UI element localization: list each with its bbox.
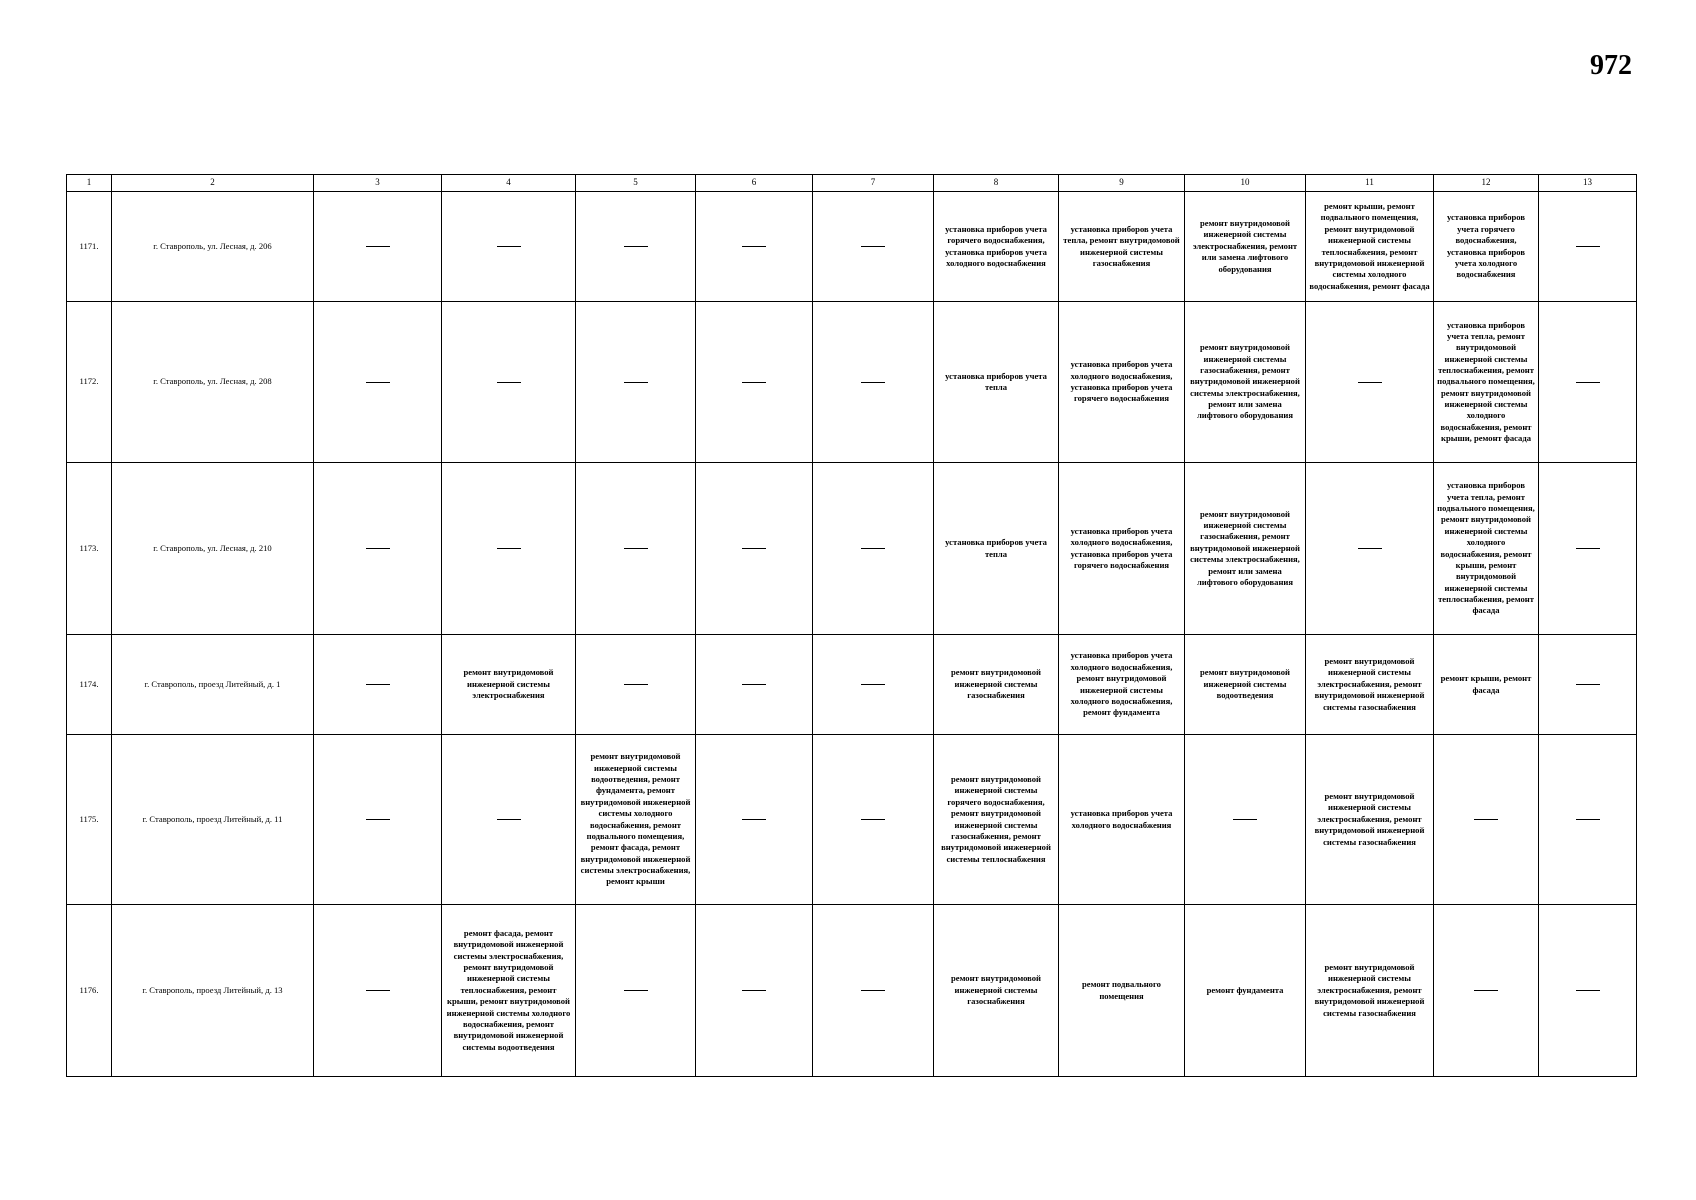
- work-cell: [314, 905, 442, 1077]
- column-number: 7: [813, 175, 934, 192]
- work-cell: ремонт внутридомовой инженерной системы электроснабжения, ремонт внутридомовой инженерной системы газоснабжения: [1306, 735, 1434, 905]
- work-cell: [442, 463, 576, 635]
- empty-dash: [624, 684, 648, 685]
- empty-dash: [366, 382, 390, 383]
- work-cell: ремонт внутридомовой инженерной системы электроснабжения, ремонт внутридомовой инженерной системы газоснабжения: [1306, 905, 1434, 1077]
- empty-dash: [742, 990, 766, 991]
- work-cell: [576, 192, 696, 302]
- empty-dash: [1576, 246, 1600, 247]
- empty-dash: [1576, 382, 1600, 383]
- row-number: 1175.: [67, 735, 112, 905]
- work-cell: установка приборов учета холодного водоснабжения, ремонт внутридомовой инженерной системы холодного водоснабжения, ремонт фундамента: [1059, 635, 1185, 735]
- empty-dash: [497, 819, 521, 820]
- work-cell: установка приборов учета тепла: [934, 302, 1059, 463]
- row-number: 1173.: [67, 463, 112, 635]
- empty-dash: [624, 382, 648, 383]
- work-cell: установка приборов учета холодного водоснабжения: [1059, 735, 1185, 905]
- work-cell: [813, 463, 934, 635]
- work-cell: [813, 735, 934, 905]
- work-cell: ремонт внутридомовой инженерной системы водоотведения, ремонт фундамента, ремонт внутридомовой инженерной системы холодного водоснабжения, ремонт подвального помещения, ремонт фасада, ремонт внутридомовой инженерной системы электроснабжения, ремонт крыши: [576, 735, 696, 905]
- work-cell: [696, 735, 813, 905]
- empty-dash: [497, 382, 521, 383]
- empty-dash: [624, 548, 648, 549]
- table-row: [67, 302, 1637, 463]
- work-cell: ремонт фундамента: [1185, 905, 1306, 1077]
- empty-dash: [497, 246, 521, 247]
- work-cell: ремонт внутридомовой инженерной системы электроснабжения: [442, 635, 576, 735]
- empty-dash: [742, 382, 766, 383]
- work-cell: установка приборов учета тепла: [934, 463, 1059, 635]
- work-cell: [696, 905, 813, 1077]
- work-cell: [1306, 302, 1434, 463]
- table-row: [67, 735, 1637, 905]
- work-cell: ремонт крыши, ремонт фасада: [1434, 635, 1539, 735]
- empty-dash: [1576, 819, 1600, 820]
- empty-dash: [1474, 990, 1498, 991]
- work-cell: [813, 192, 934, 302]
- column-number: 6: [696, 175, 813, 192]
- work-cell: [1539, 302, 1637, 463]
- column-number: 12: [1434, 175, 1539, 192]
- column-number: 10: [1185, 175, 1306, 192]
- empty-dash: [1358, 548, 1382, 549]
- work-cell: [442, 192, 576, 302]
- table-row: [67, 463, 1637, 635]
- empty-dash: [861, 684, 885, 685]
- work-cell: [314, 735, 442, 905]
- work-cell: установка приборов учета горячего водоснабжения, установка приборов учета холодного водоснабжения: [1434, 192, 1539, 302]
- column-number: 3: [314, 175, 442, 192]
- empty-dash: [497, 548, 521, 549]
- address-cell: г. Ставрополь, ул. Лесная, д. 210: [112, 463, 314, 635]
- empty-dash: [861, 382, 885, 383]
- empty-dash: [1576, 548, 1600, 549]
- work-cell: [696, 635, 813, 735]
- empty-dash: [861, 819, 885, 820]
- work-cell: [314, 302, 442, 463]
- table-row: [67, 192, 1637, 302]
- column-number: 5: [576, 175, 696, 192]
- work-cell: [1434, 905, 1539, 1077]
- work-cell: [696, 463, 813, 635]
- work-cell: ремонт фасада, ремонт внутридомовой инженерной системы электроснабжения, ремонт внутридомовой инженерной системы теплоснабжения, ремонт крыши, ремонт внутридомовой инженерной системы холодного водоснабжения, ремонт внутридомовой инженерной системы водоотведения: [442, 905, 576, 1077]
- page-number: 972: [1590, 50, 1632, 81]
- work-cell: установка приборов учета тепла, ремонт внутридомовой инженерной системы газоснабжения: [1059, 192, 1185, 302]
- empty-dash: [861, 246, 885, 247]
- work-cell: [696, 192, 813, 302]
- empty-dash: [742, 246, 766, 247]
- empty-dash: [1358, 382, 1382, 383]
- row-number: 1171.: [67, 192, 112, 302]
- address-cell: г. Ставрополь, проезд Литейный, д. 1: [112, 635, 314, 735]
- work-cell: [576, 302, 696, 463]
- work-cell: [576, 905, 696, 1077]
- work-cell: установка приборов учета тепла, ремонт внутридомовой инженерной системы теплоснабжения, ремонт подвального помещения, ремонт внутридомовой инженерной системы холодного водоснабжения, ремонт крыши, ремонт фасада: [1434, 302, 1539, 463]
- work-cell: [576, 635, 696, 735]
- work-cell: ремонт внутридомовой инженерной системы горячего водоснабжения, ремонт внутридомовой инженерной системы газоснабжения, ремонт внутридомовой инженерной системы теплоснабжения: [934, 735, 1059, 905]
- table-row: [67, 905, 1637, 1077]
- empty-dash: [742, 684, 766, 685]
- column-number-row: [67, 175, 1637, 192]
- empty-dash: [1474, 819, 1498, 820]
- work-cell: [696, 302, 813, 463]
- work-cell: [1539, 192, 1637, 302]
- table-row: [67, 635, 1637, 735]
- work-cell: установка приборов учета горячего водоснабжения, установка приборов учета холодного водоснабжения: [934, 192, 1059, 302]
- work-cell: [1539, 905, 1637, 1077]
- row-number: 1172.: [67, 302, 112, 463]
- empty-dash: [861, 548, 885, 549]
- work-cell: [314, 463, 442, 635]
- address-cell: г. Ставрополь, проезд Литейный, д. 13: [112, 905, 314, 1077]
- row-number: 1174.: [67, 635, 112, 735]
- empty-dash: [366, 548, 390, 549]
- column-number: 11: [1306, 175, 1434, 192]
- column-number: 2: [112, 175, 314, 192]
- row-number: 1176.: [67, 905, 112, 1077]
- work-cell: [442, 735, 576, 905]
- work-cell: [442, 302, 576, 463]
- work-cell: [1539, 463, 1637, 635]
- column-number: 1: [67, 175, 112, 192]
- work-cell: [1539, 635, 1637, 735]
- work-cell: установка приборов учета холодного водоснабжения, установка приборов учета горячего водоснабжения: [1059, 463, 1185, 635]
- work-cell: ремонт внутридомовой инженерной системы газоснабжения: [934, 905, 1059, 1077]
- address-cell: г. Ставрополь, проезд Литейный, д. 11: [112, 735, 314, 905]
- work-cell: [813, 905, 934, 1077]
- column-number: 13: [1539, 175, 1637, 192]
- empty-dash: [1576, 684, 1600, 685]
- empty-dash: [624, 990, 648, 991]
- work-cell: [813, 635, 934, 735]
- work-cell: [1539, 735, 1637, 905]
- work-cell: [314, 635, 442, 735]
- work-cell: [576, 463, 696, 635]
- empty-dash: [366, 684, 390, 685]
- column-number: 9: [1059, 175, 1185, 192]
- empty-dash: [366, 819, 390, 820]
- empty-dash: [366, 990, 390, 991]
- empty-dash: [742, 548, 766, 549]
- address-cell: г. Ставрополь, ул. Лесная, д. 206: [112, 192, 314, 302]
- work-cell: установка приборов учета тепла, ремонт подвального помещения, ремонт внутридомовой инженерной системы холодного водоснабжения, ремонт крыши, ремонт внутридомовой инженерной системы теплоснабжения, ремонт фасада: [1434, 463, 1539, 635]
- work-cell: [1185, 735, 1306, 905]
- empty-dash: [366, 246, 390, 247]
- work-cell: [1306, 463, 1434, 635]
- column-number: 4: [442, 175, 576, 192]
- empty-dash: [1576, 990, 1600, 991]
- work-cell: ремонт внутридомовой инженерной системы водоотведения: [1185, 635, 1306, 735]
- work-cell: ремонт крыши, ремонт подвального помещения, ремонт внутридомовой инженерной системы теплоснабжения, ремонт внутридомовой инженерной системы холодного водоснабжения, ремонт фасада: [1306, 192, 1434, 302]
- address-cell: г. Ставрополь, ул. Лесная, д. 208: [112, 302, 314, 463]
- empty-dash: [742, 819, 766, 820]
- work-cell: ремонт внутридомовой инженерной системы газоснабжения, ремонт внутридомовой инженерной системы электроснабжения, ремонт или замена лифтового оборудования: [1185, 302, 1306, 463]
- work-cell: ремонт внутридомовой инженерной системы газоснабжения: [934, 635, 1059, 735]
- empty-dash: [624, 246, 648, 247]
- empty-dash: [861, 990, 885, 991]
- work-cell: [813, 302, 934, 463]
- work-cell: [1434, 735, 1539, 905]
- column-number: 8: [934, 175, 1059, 192]
- work-cell: ремонт подвального помещения: [1059, 905, 1185, 1077]
- work-cell: ремонт внутридомовой инженерной системы электроснабжения, ремонт или замена лифтового оборудования: [1185, 192, 1306, 302]
- empty-dash: [1233, 819, 1257, 820]
- work-cell: установка приборов учета холодного водоснабжения, установка приборов учета горячего водоснабжения: [1059, 302, 1185, 463]
- work-cell: [314, 192, 442, 302]
- work-cell: ремонт внутридомовой инженерной системы электроснабжения, ремонт внутридомовой инженерной системы газоснабжения: [1306, 635, 1434, 735]
- repair-schedule-table: [66, 174, 1637, 1077]
- work-cell: ремонт внутридомовой инженерной системы газоснабжения, ремонт внутридомовой инженерной системы электроснабжения, ремонт или замена лифтового оборудования: [1185, 463, 1306, 635]
